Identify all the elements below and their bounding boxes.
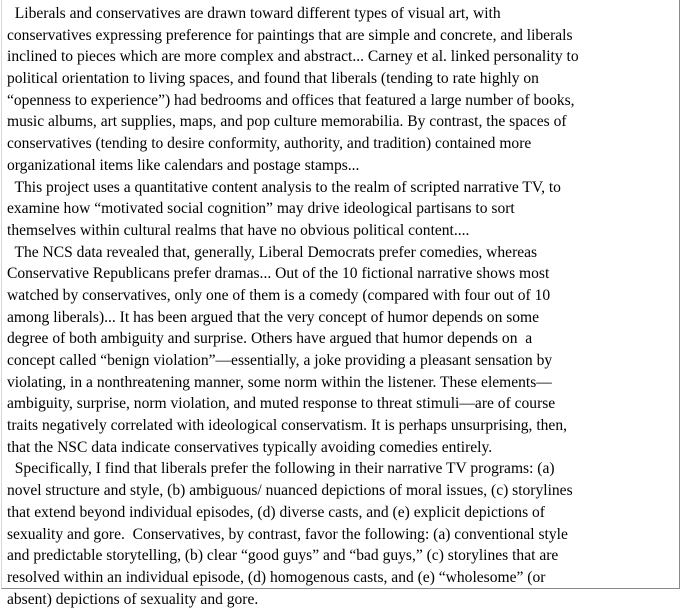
text-line: political orientation to living spaces, and found that liberals (tending to rate highly on: [7, 70, 539, 88]
text-line: degree of both ambiguity and surprise. Others have argued that humor depends on a: [7, 330, 533, 348]
text-line: concept called “benign violation”—essentially, a joke providing a pleasant sensation by: [7, 352, 553, 369]
text-line: Specifically, I find that liberals prefer the following in their narrative TV programs: (a): [7, 460, 555, 478]
text-line: traits negatively correlated with ideological conservatism. It is perhaps unsurprising, then,: [7, 417, 567, 435]
text-line: that the NSC data indicate conservatives typically avoiding comedies entirely.: [7, 438, 493, 456]
text-line: organizational items like calendars and postage stamps...: [7, 156, 360, 174]
text-line: absent) depictions of sexuality and gore.: [7, 590, 259, 608]
text-line: Conservative Republicans prefer dramas... Out of the 10 fictional narrative shows most: [7, 265, 550, 283]
text-line: sexuality and gore. Conservatives, by contrast, favor the following: (a) conventional style: [7, 525, 568, 543]
text-line: conservatives (tending to desire conformity, authority, and tradition) contained more: [7, 135, 532, 153]
text-line: that extend beyond individual episodes, (d) diverse casts, and (e) explicit depictions of: [7, 503, 545, 521]
text-line: Liberals and conservatives are drawn toward different types of visual art, with: [7, 5, 501, 22]
text-line: The NCS data revealed that, generally, Liberal Democrats prefer comedies, whereas: [7, 243, 538, 261]
text-line: among liberals)... It has been argued that the very concept of humor depends on some: [7, 308, 540, 326]
document-frame: [1, 0, 680, 608]
text-line: examine how “motivated social cognition” may drive ideological partisans to sort: [7, 200, 515, 218]
text-line: This project uses a quantitative content analysis to the realm of scripted narrative TV, to: [7, 178, 561, 196]
paragraph-1: [7, 3, 677, 177]
paragraph-2: [7, 177, 677, 242]
paragraph-4: [7, 458, 677, 610]
text-line: watched by conservatives, only one of them is a comedy (compared with four out of 10: [7, 286, 551, 304]
text-line: and predictable storytelling, (b) clear “good guys” and “bad guys,” (c) storylines that are: [7, 547, 559, 565]
text-line: ambiguity, surprise, norm violation, and muted response to threat stimuli—are of course: [7, 395, 556, 413]
text-line: violating, in a nonthreatening manner, some norm within the listener. These elements—: [7, 373, 552, 391]
document-text: [7, 3, 677, 610]
text-line: novel structure and style, (b) ambiguous/ nuanced depictions of moral issues, (c) storylines: [7, 482, 573, 500]
text-line: inclined to pieces which are more complex and abstract... Carney et al. linked personality to: [7, 48, 579, 66]
text-line: resolved within an individual episode, (d) homogenous casts, and (e) “wholesome” (or: [7, 568, 546, 586]
text-line: themselves within cultural realms that have no obvious political content....: [7, 221, 470, 239]
text-line: “openness to experience”) had bedrooms and offices that featured a large number of books,: [7, 91, 575, 109]
paragraph-3: [7, 242, 677, 459]
text-line: conservatives expressing preference for paintings that are simple and concrete, and liberals: [7, 26, 573, 44]
text-line: music albums, art supplies, maps, and pop culture memorabilia. By contrast, the spaces of: [7, 113, 567, 131]
